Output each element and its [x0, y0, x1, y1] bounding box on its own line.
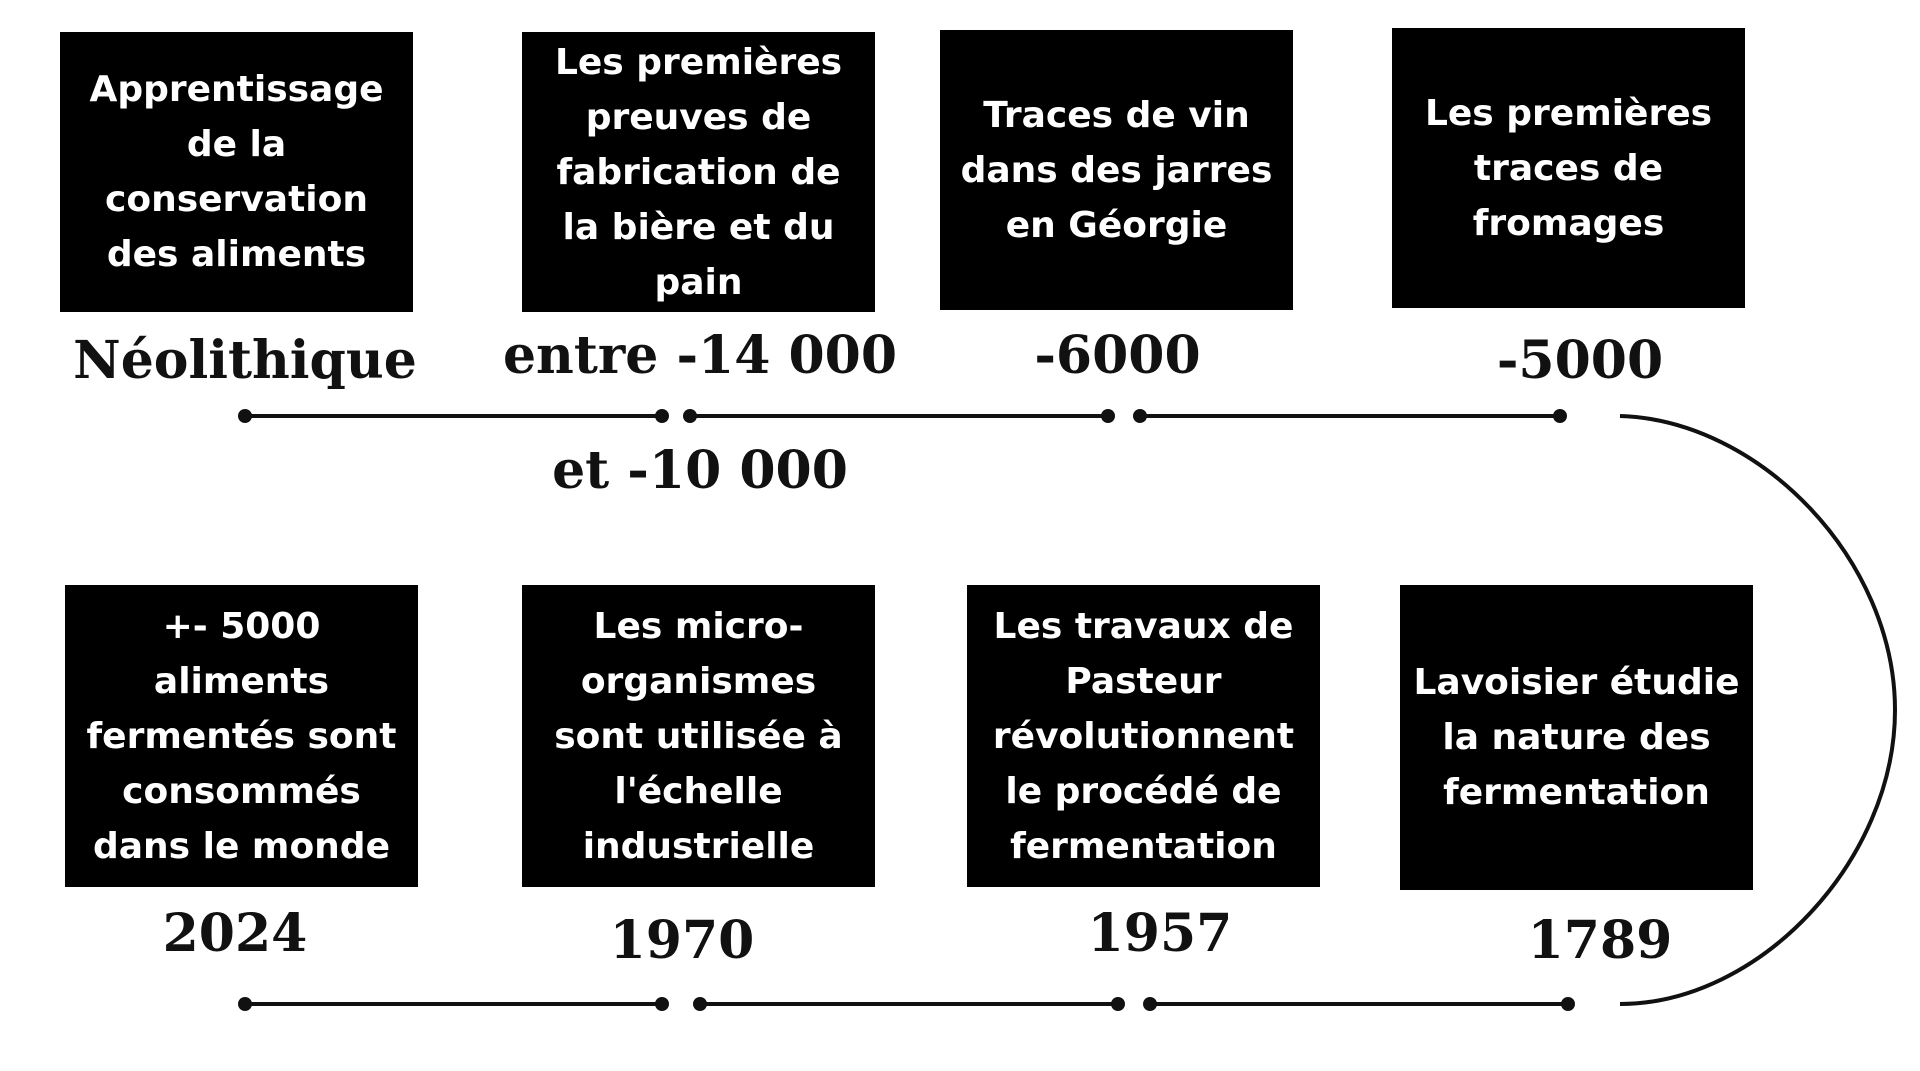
- timeline-dot: [1561, 997, 1575, 1011]
- timeline-dot: [1133, 409, 1147, 423]
- event-box-vin-georgie: Traces de vin dans des jarres en Géorgie: [940, 30, 1293, 310]
- event-box-biere-pain: Les premières preuves de fabrication de la bière et du pain: [522, 32, 875, 312]
- timeline-dot: [238, 997, 252, 1011]
- timeline-dot: [655, 997, 669, 1011]
- timeline-dot: [683, 409, 697, 423]
- event-box-pasteur: Les travaux de Pasteur révolutionnent le procédé de fermentation: [967, 585, 1320, 887]
- event-date-biere-pain-line2: et -10 000: [552, 440, 848, 501]
- timeline-dot: [1553, 409, 1567, 423]
- event-date-neolithique: Néolithique: [73, 330, 417, 391]
- event-box-lavoisier: Lavoisier étudie la nature des fermentation: [1400, 585, 1753, 890]
- event-box-fromages: Les premières traces de fromages: [1392, 28, 1745, 308]
- timeline-dot: [238, 409, 252, 423]
- event-date-micro-organismes: 1970: [609, 910, 755, 971]
- event-date-aliments-fermentes: 2024: [162, 903, 308, 964]
- event-date-pasteur: 1957: [1087, 903, 1233, 964]
- event-box-micro-organismes: Les micro- organismes sont utilisée à l'échelle industrielle: [522, 585, 875, 887]
- timeline-dot: [1111, 997, 1125, 1011]
- event-box-neolithique: Apprentissage de la conservation des aliments: [60, 32, 413, 312]
- event-date-lavoisier: 1789: [1527, 910, 1673, 971]
- event-date-biere-pain: entre -14 000: [502, 325, 898, 386]
- event-date-vin-georgie: -6000: [1034, 325, 1201, 386]
- timeline-dot: [655, 409, 669, 423]
- event-date-fromages: -5000: [1496, 330, 1664, 391]
- timeline-dot: [1143, 997, 1157, 1011]
- timeline-dot: [693, 997, 707, 1011]
- event-box-aliments-fermentes: +- 5000 aliments fermentés sont consommés dans le monde: [65, 585, 418, 887]
- timeline-dot: [1101, 409, 1115, 423]
